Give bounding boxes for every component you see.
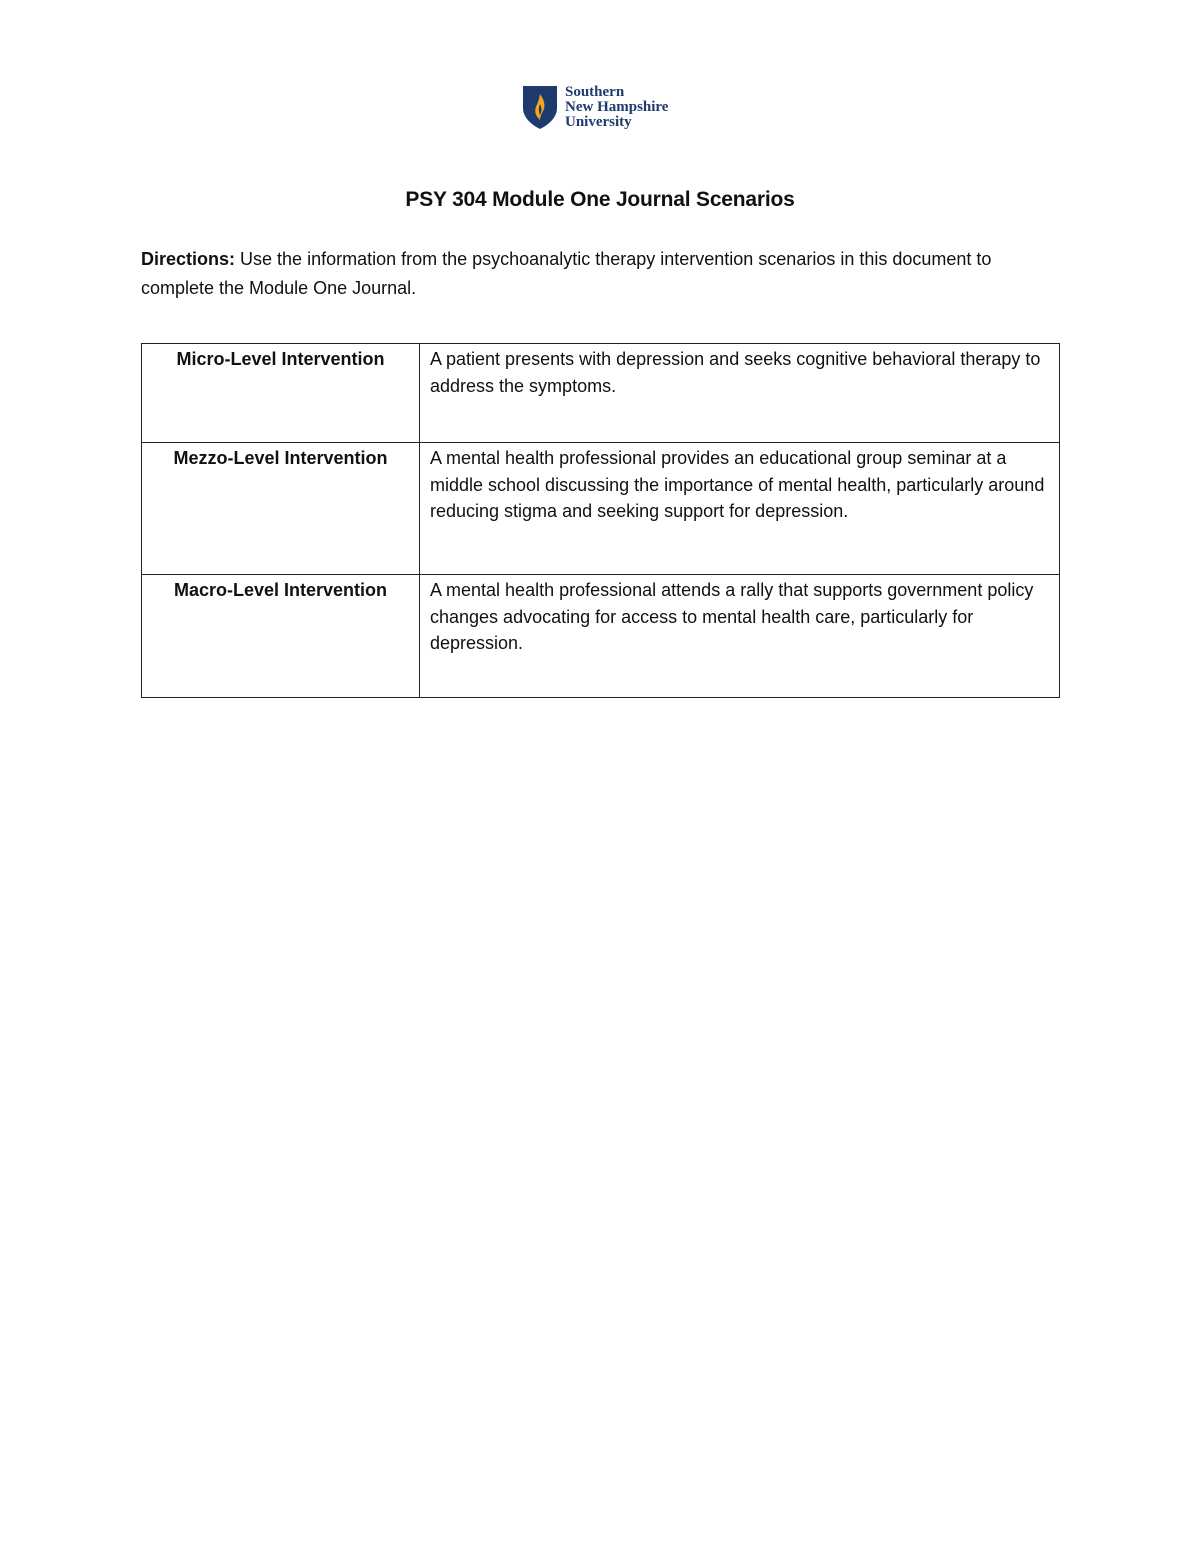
level-cell: Micro-Level Intervention (142, 344, 420, 443)
document-title: PSY 304 Module One Journal Scenarios (405, 188, 795, 211)
description-cell: A mental health professional attends a rally that supports government policy changes advocating for access to mental health care, particularly for depression. (420, 575, 1060, 698)
directions-label: Directions: (141, 249, 236, 269)
logo-line-new-hampshire: New Hampshire (565, 98, 669, 115)
table-row (142, 344, 1060, 443)
shield-flame-icon (521, 84, 559, 130)
scenarios-table (141, 343, 1060, 698)
description-cell: A mental health professional provides an educational group seminar at a middle school discussing the importance of mental health, particularly around reducing stigma and seeking support for depression. (420, 443, 1060, 575)
logo-line-university: University (565, 113, 632, 130)
logo-wordmark (565, 85, 668, 130)
description-cell: A patient presents with depression and seeks cognitive behavioral therapy to address the symptoms. (420, 344, 1060, 443)
university-logo (521, 84, 668, 130)
level-cell: Macro-Level Intervention (142, 575, 420, 698)
level-cell: Mezzo-Level Intervention (142, 443, 420, 575)
logo-line-southern: Southern (565, 83, 625, 100)
directions-paragraph (141, 245, 1041, 303)
table-row (142, 575, 1060, 698)
directions-text: Use the information from the psychoanalytic therapy intervention scenarios in this document to complete the Module One Journal. (141, 249, 992, 298)
table-row (142, 443, 1060, 575)
